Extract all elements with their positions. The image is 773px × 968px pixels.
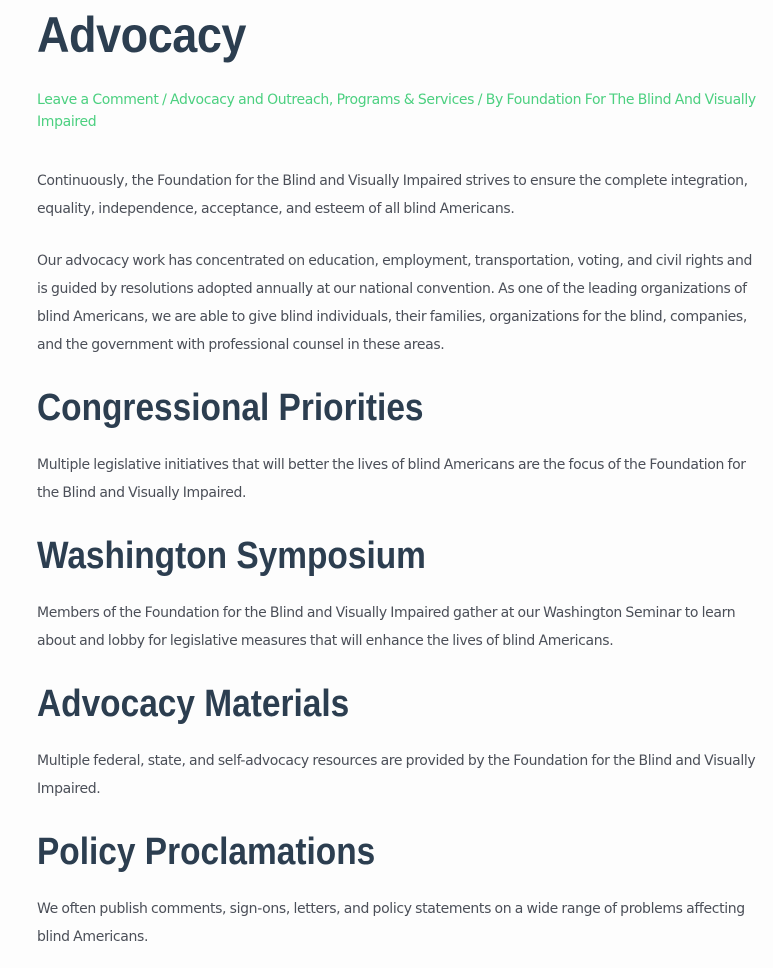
section-washington-symposium [37, 537, 765, 655]
section-policy-proclamations [37, 833, 765, 951]
section-advocacy-materials [37, 685, 765, 803]
section-heading: Congressional Priorities [37, 387, 424, 429]
category-link-programs-services[interactable]: Programs & Services [336, 92, 475, 108]
category-separator: , [328, 92, 337, 108]
meta-separator: / [158, 92, 171, 108]
section-text: Multiple legislative initiatives that will better the lives of blind Americans are the focus of the Foundation for the Blind and Visually Impaired. [37, 457, 746, 501]
intro-paragraph-2: Our advocacy work has concentrated on education, employment, transportation, voting, and civil rights and is guided by resolutions adopted annually at our national convention. As one of the leading organizations of blind Americans, we are able to give blind individuals, their families, organizations for the blind, companies, and the government with professional counsel in these areas. [37, 253, 753, 353]
section-text: We often publish comments, sign-ons, letters, and policy statements on a wide range of problems affecting blind Americans. [37, 901, 745, 945]
author-link[interactable]: Foundation For The Blind And Visually Impaired [37, 92, 756, 130]
section-congressional-priorities [37, 389, 765, 507]
category-link-advocacy-outreach[interactable]: Advocacy and Outreach [170, 92, 329, 108]
section-text: Multiple federal, state, and self-advocacy resources are provided by the Foundation for the Blind and Visually Impaired. [37, 753, 756, 797]
entry-meta [37, 89, 765, 133]
section-heading: Policy Proclamations [37, 831, 376, 873]
intro-paragraph-1: Continuously, the Foundation for the Blind and Visually Impaired strives to ensure the complete integration, equality, independence, acceptance, and esteem of all blind Americans. [37, 173, 748, 217]
article [37, 0, 765, 951]
page-title: Advocacy [37, 7, 247, 63]
meta-separator-by: / By [474, 92, 507, 108]
section-heading: Advocacy Materials [37, 683, 350, 725]
section-heading: Washington Symposium [37, 535, 426, 577]
leave-comment-link[interactable]: Leave a Comment [37, 92, 159, 108]
section-text: Members of the Foundation for the Blind and Visually Impaired gather at our Washington Seminar to learn about and lobby for legislative measures that will enhance the lives of blind Americans. [37, 605, 736, 649]
